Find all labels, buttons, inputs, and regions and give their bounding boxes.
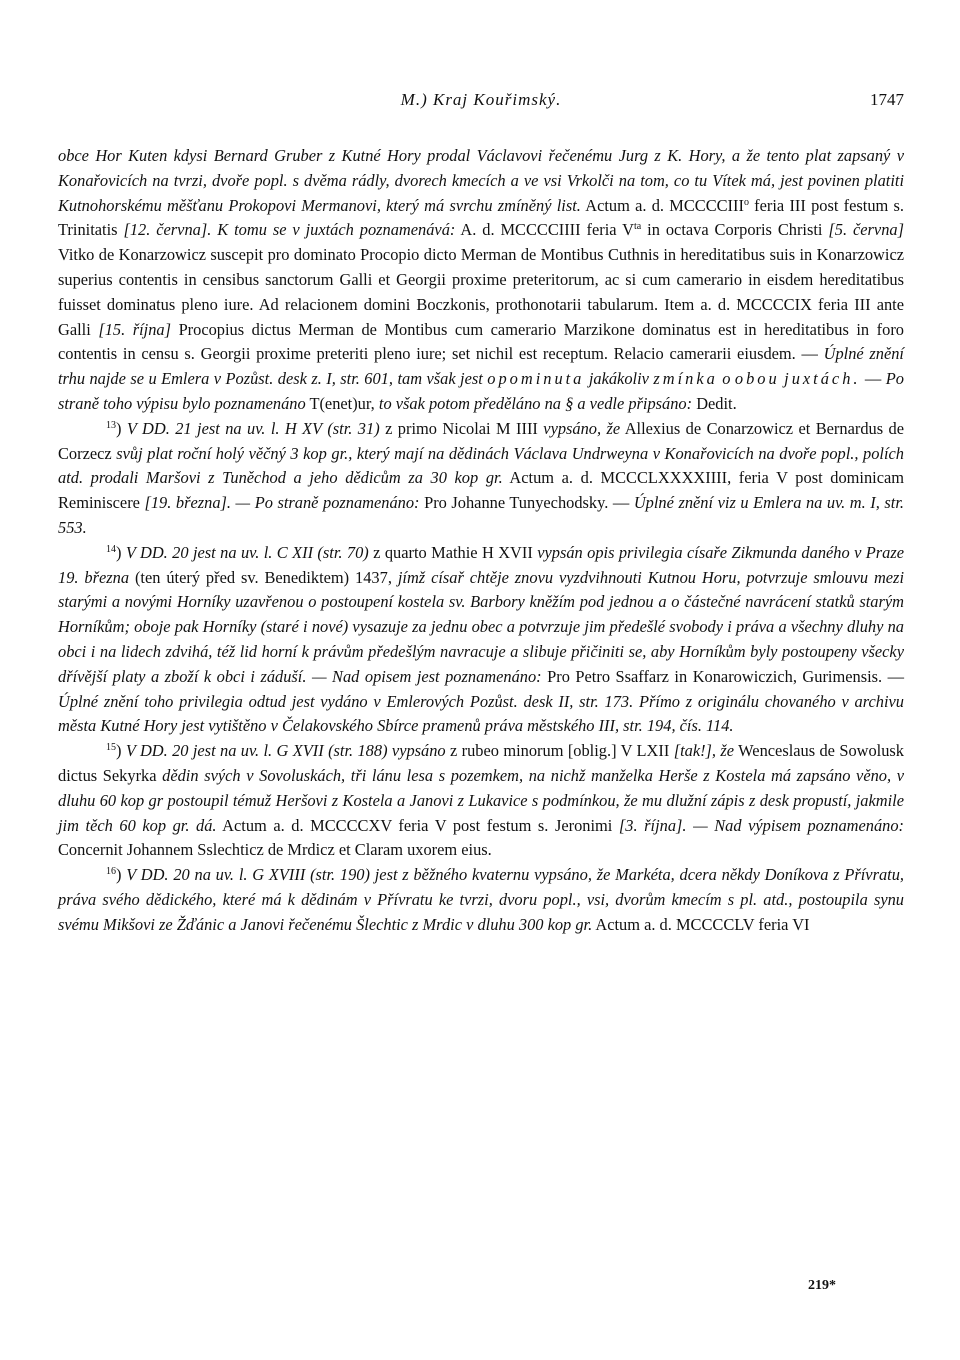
running-header (58, 90, 904, 118)
text-run: ) (116, 741, 126, 761)
text-run: Actum a. d. MCCCLXXXXIIII, feria V post dominicam Reminiscere (58, 468, 904, 513)
text-run: ) (116, 542, 126, 562)
italic-run: opominuta (487, 369, 585, 389)
text-run: feria III post festum s. Trinitatis (58, 195, 904, 240)
text-run: z primo Nicolai M IIII (379, 418, 544, 438)
text-run: Pro Johanne Tunyechodsky. — (419, 493, 634, 513)
superscript: 15 (106, 742, 116, 754)
italic-run: V DD. 20 jest na uv. l. G XVII (str. 188) vypsáno (125, 741, 446, 761)
text-run: T(enet)ur, (305, 393, 379, 413)
text-run: (ten úterý před sv. Benediktem) 1437, (129, 567, 398, 587)
italic-run: juxtách. (784, 369, 861, 389)
text-run: Allexius de Conarzowicz et Bernardus de Corzecz (58, 418, 904, 463)
superscript: 16 (106, 866, 116, 878)
italic-run: [3. října]. — Nad výpisem poznamenáno: (618, 815, 904, 835)
italic-run: dědin svých v Sovoluskách, tři lánu lesa s pozemkem, na nichž manželka Herše z Kostela má zapsáno věno, v dluhu 60 kop gr postoupil témuž Heršovi z Kostela a Janovi z Lukavice s podmínkou, že mu dlužní zápis z desk propustí, jakmile jim těch 60 kop gr. dá. (58, 765, 904, 835)
italic-run: [19. března]. — Po straně poznamenáno: (144, 493, 420, 513)
footnote-paragraph (58, 863, 904, 937)
superscript: o (743, 196, 749, 208)
italic-run: V DD. 20 jest na uv. l. C XII (str. 70) (125, 542, 369, 562)
italic-run: Úplné znění toho privilegia odtud jest vydáno v Emlerových Pozůst. desk II, str. 173. Přímo z originálu chovaného v archivu města Kutné Hory jest vytištěno v Čelakovského Sbírce pramenů práva městského III, str. 194, čís. 114. (58, 691, 904, 736)
text-run: in octava Corporis Christi (641, 220, 829, 240)
superscript: ta (634, 221, 642, 233)
text-run: Actum a. d. MCCCCXV feria V post festum s. Jeronimi (216, 815, 619, 835)
signature-mark: 219* (808, 1278, 836, 1293)
italic-run: V DD. 20 na uv. l. G XVIII (str. 190) jest z běžného kvaternu vypsáno, že Markéta, dcera někdy Doníkova z Přívratu, práva svého dědického, které má k dědinám v Přívratu ke tvrzi, dvoru popl., vsi, dvorům kmecím s pl. atd., postoupila synu svému Mikšovi ze Žďánic a Janovi řečenému Šlechtic z Mrdic v dluhu 300 kop gr. (58, 865, 904, 934)
text-run: Actum a. d. MCCCCIII (580, 195, 744, 215)
text-run: Pro Petro Ssaffarz in Konarowiczich, Gurimensis. — (541, 666, 904, 686)
text-run: ) (116, 865, 127, 885)
italic-run: [15. října] (98, 319, 172, 339)
italic-run: svůj plat roční holý věčný 3 kop gr., který mají na dědinách Václava Undrweyna v Konařovicích na dvoře popl., polích atd. prodali Maršovi z Tuněchod a jeho dědicům za 30 kop gr. (58, 443, 904, 488)
document-body (58, 144, 904, 938)
italic-run: jakákoliv (584, 369, 654, 389)
italic-run: jímž císař chtěje znovu vyzdvihnouti Kutnou Horu, potvrzuje smlouvu mezi starými a novými Horníky uzavřenou o postoupení kostela sv. Barbory kněžím pod jednou a o částečné navrácení statků starým Horníkům; oboje pak Horníky (staré i nové) vysazuje za jednu obec a potvrzuje jim předešlé svobody i práva a všechny dluhy na obci i na lidech zdvihá, též lid horní k právům předešlým navracuje a slibuje přičiniti se, aby Horníkům byly postoupeny všecky dřívější platy a zboží k obci i záduší. — Nad opisem jest poznamenáno: (58, 567, 904, 686)
italic-run: Úplné znění viz u Emlera na uv. m. I, str. 553. (58, 493, 904, 537)
superscript: 13 (106, 419, 116, 431)
italic-run: to však potom předěláno na § a vedle připsáno: (378, 393, 693, 413)
document-page (58, 90, 904, 938)
body-paragraph (58, 144, 904, 417)
italic-run: Úplné znění trhu najde se u Emlera v Pozůst. desk z. I, str. 601, tam však jest (58, 344, 904, 389)
text-run: z rubeo minorum [oblig.] V LXII (445, 741, 674, 761)
italic-run: Po straně toho výpisu bylo poznamenáno (58, 369, 904, 413)
footnote-paragraph (58, 417, 904, 541)
text-run: Actum a. d. MCCCCLV feria VI (592, 914, 810, 934)
italic-run: o (717, 369, 735, 389)
italic-run: [12. června]. K tomu se v juxtách poznamenává: (123, 220, 456, 240)
text-run: Procopius dictus Merman de Montibus cum camerario Marzikone dominatus est in hereditatibus in foro contentis in censu s. Georgii proxime preteriti pleno iure; set nichil est receptum. Relacio camerarii eiusdem. — (58, 319, 904, 364)
italic-run: [tak!], že (673, 741, 735, 761)
italic-run: vypsán opis privilegia císaře Zikmunda daného v Praze 19. března (58, 542, 905, 587)
page-title: M.) Kraj Kouřimský. (400, 90, 562, 109)
footnote-paragraph (58, 541, 904, 739)
text-run: Wenceslaus de Sowolusk dictus Sekyrka (58, 741, 904, 785)
text-run: Dedit. (692, 393, 737, 413)
page-number: 1747 (870, 90, 904, 109)
italic-run: vypsáno, že (543, 418, 621, 438)
italic-run: obce Hor Kuten kdysi Bernard Gruber z Kutné Hory prodal Václavovi řečenému Jurg z K. Hory, a že tento plat zapsaný v Konařovicích na tvrzi, dvoře popl. s dvěma rádly, dvorech kmecích a ve vsi Vrkolči na tom, co tu Vítek má, jest povinen platiti Kutnohorskému měšťanu Prokopovi Mermanovi, který má svrchu zmíněný list. (58, 146, 904, 215)
italic-run: V DD. 21 jest na uv. l. H XV (str. 31) (126, 418, 380, 438)
italic-run: zmínka (653, 369, 718, 389)
superscript: 14 (106, 543, 116, 555)
italic-run: [5. června] (828, 220, 904, 240)
italic-run: obou (734, 369, 780, 389)
text-run: z quarto Mathie H XVII (368, 542, 538, 562)
text-run: A. d. MCCCCIIII feria V (455, 220, 635, 240)
text-run: Concernit Johannem Sslechticz de Mrdicz et Claram uxorem eius. (58, 840, 492, 860)
text-run: Vitko de Konarzowicz suscepit pro dominato Procopio dicto Merman de Montibus Cuthnis in hereditatibus suis in Konarzowicz superius contentis in censibus sanctorum Galli et Georgii proxime preteritorum, ac si cum camerario in eisdem hereditatibus fuisset dominatus pleno iure. Ad relacionem domini Boczkonis, prothonotarii tabularum. Item a. d. MCCCCIX feria III ante Galli (58, 245, 904, 339)
footnote-paragraph (58, 739, 904, 863)
text-run: ) (116, 418, 127, 438)
text-run: — (860, 369, 886, 389)
